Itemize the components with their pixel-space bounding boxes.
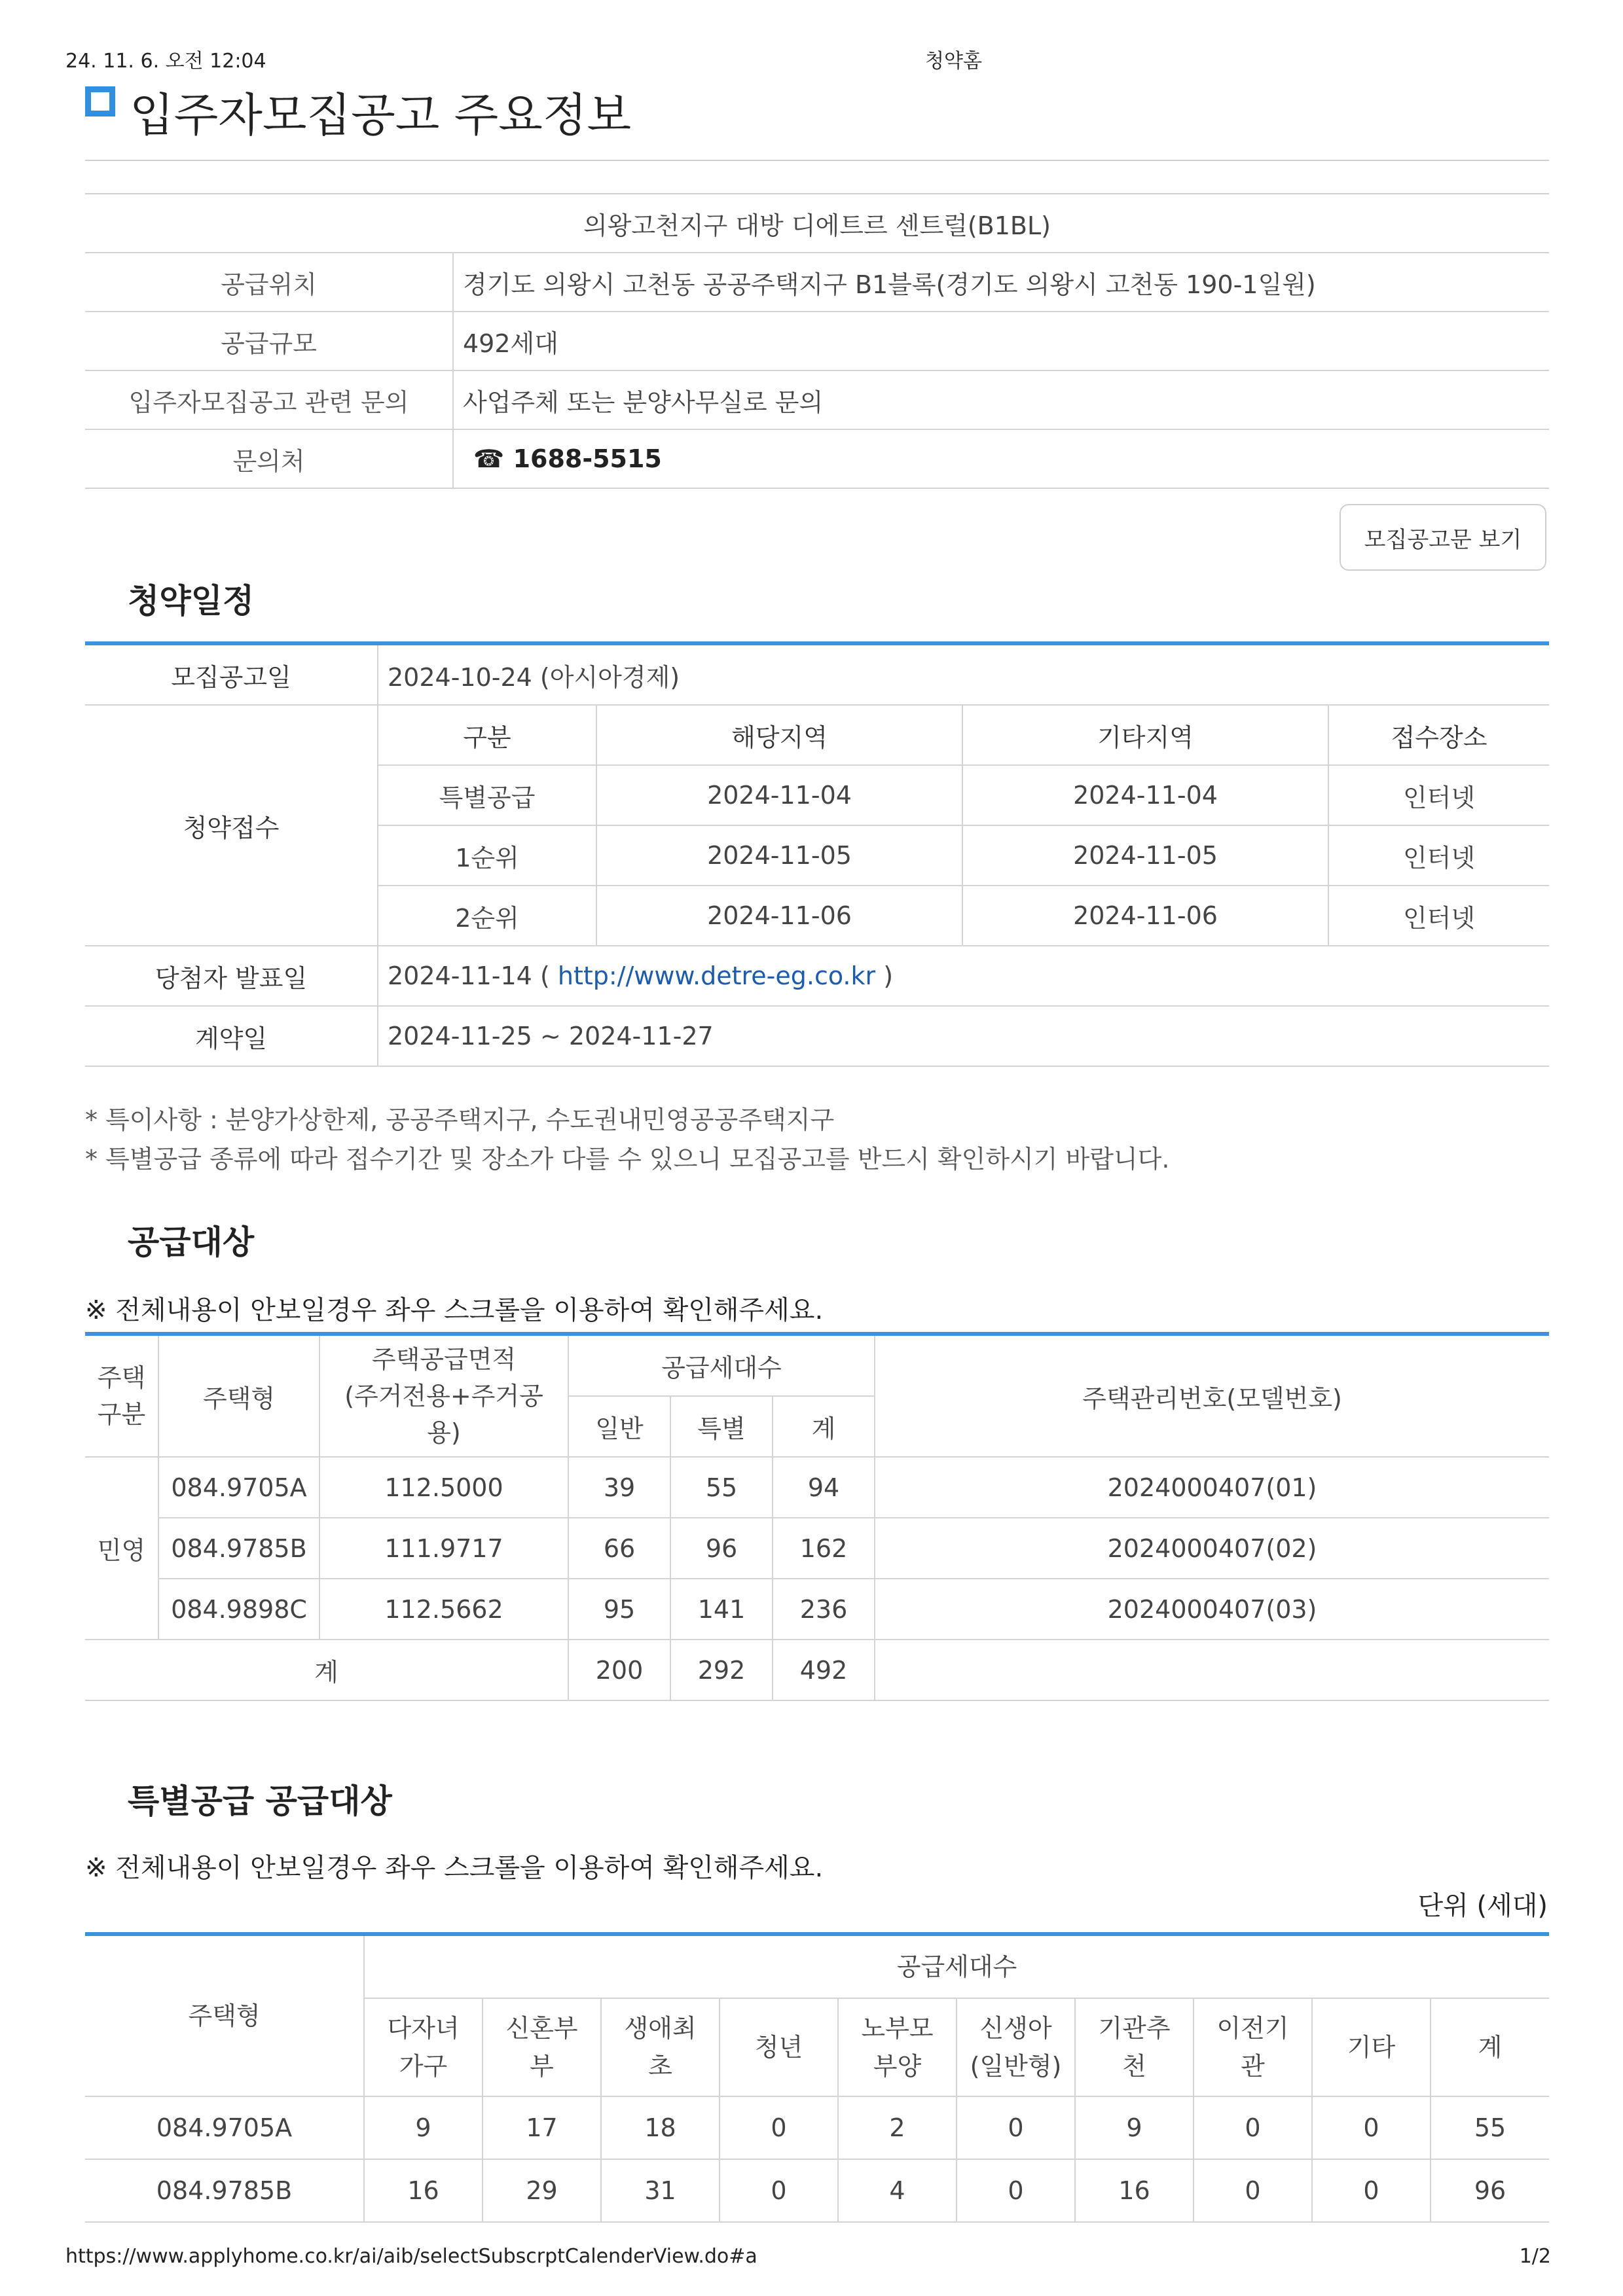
complex-name: 의왕고천지구 대방 디에트르 센트럴(B1BL): [85, 194, 1549, 253]
notice-date-row: [85, 643, 1549, 705]
schedule-section-title: 청약일정: [128, 582, 255, 620]
special-cell: 16: [364, 2159, 483, 2222]
supply-col-area-line2: (주거전용+주거공: [344, 1382, 543, 1410]
supply-col-area-line1: 주택공급면적: [371, 1345, 517, 1374]
schedule-cell: 1순위: [378, 825, 596, 886]
contract-label: 계약일: [85, 1006, 378, 1066]
special-col-institution: 기관추 천: [1075, 1998, 1194, 2096]
scale-row: [85, 312, 1549, 370]
scale-label: 공급규모: [85, 312, 453, 370]
supply-mgmt: 2024000407(03): [875, 1579, 1549, 1640]
special-col-youth: 청년: [720, 1998, 838, 2096]
contract-value: 2024-11-25 ~ 2024-11-27: [378, 1006, 1549, 1066]
complex-name-row: [85, 194, 1549, 253]
supply-col-mgmt: 주택관리번호(모델번호): [875, 1334, 1549, 1457]
special-cell: 0: [720, 2096, 838, 2159]
special-col-firsttime: 생애최 초: [601, 1998, 720, 2096]
supply-sum-empty: [875, 1640, 1549, 1700]
supply-type: 084.9785B: [158, 1518, 319, 1579]
print-page-title: 청약홈: [925, 50, 982, 73]
supply-general: 66: [568, 1518, 670, 1579]
schedule-col-place: 접수장소: [1328, 705, 1549, 765]
special-type: 084.9705A: [85, 2096, 364, 2159]
inquiry-value: 사업주체 또는 분양사무실로 문의: [453, 370, 1549, 429]
application-label: 청약접수: [85, 705, 378, 946]
special-section-title: 특별공급 공급대상: [128, 1782, 392, 1820]
unit-label: 단위 (세대): [1417, 1891, 1548, 1921]
schedule-col-type: 구분: [378, 705, 596, 765]
special-cell: 16: [1075, 2159, 1194, 2222]
supply-col-general: 일반: [568, 1396, 670, 1457]
location-row: [85, 253, 1549, 312]
supply-mgmt: 2024000407(02): [875, 1518, 1549, 1579]
special-cell: 0: [720, 2159, 838, 2222]
supply-sum-row: [85, 1640, 1549, 1700]
special-cell: 31: [601, 2159, 720, 2222]
special-type: 084.9785B: [85, 2159, 364, 2222]
supply-general: 39: [568, 1457, 670, 1518]
winner-site-link[interactable]: http://www.detre-eg.co.kr: [557, 961, 876, 990]
supply-scroll-note: ※ 전체내용이 안보일경우 좌우 스크롤을 이용하여 확인해주세요.: [85, 1295, 824, 1325]
winner-value: [378, 946, 1549, 1006]
supply-sum-special: 292: [670, 1640, 773, 1700]
winner-date: 2024-11-14: [388, 961, 532, 990]
schedule-cell: 인터넷: [1328, 765, 1549, 825]
special-header-row: [85, 1934, 1549, 1998]
schedule-cell: 2024-11-06: [962, 886, 1328, 946]
special-cell: 4: [838, 2159, 957, 2222]
special-cell: 0: [1194, 2159, 1312, 2222]
supply-total: 94: [773, 1457, 875, 1518]
special-cell: 0: [957, 2096, 1075, 2159]
special-cell: 0: [957, 2159, 1075, 2222]
supply-special: 96: [670, 1518, 773, 1579]
schedule-cell: 2024-11-06: [596, 886, 962, 946]
special-cell: 0: [1194, 2096, 1312, 2159]
print-url: https://www.applyhome.co.kr/ai/aib/selectSubscrptCalenderView.do#a: [65, 2245, 757, 2268]
supply-area: 111.9717: [319, 1518, 568, 1579]
supply-col-group-line2: 구분: [97, 1400, 146, 1429]
supply-type: 084.9898C: [158, 1579, 319, 1640]
special-col-multichild: 다자녀 가구: [364, 1998, 483, 2096]
schedule-col-other: 기타지역: [962, 705, 1328, 765]
supply-total: 236: [773, 1579, 875, 1640]
special-col-other: 기타: [1312, 1998, 1431, 2096]
supply-mgmt: 2024000407(01): [875, 1457, 1549, 1518]
supply-col-group-line1: 주택: [97, 1363, 146, 1392]
supply-table: [85, 1332, 1549, 1701]
schedule-cell: 인터넷: [1328, 886, 1549, 946]
schedule-cell: 특별공급: [378, 765, 596, 825]
schedule-cell: 2024-11-05: [962, 825, 1328, 886]
phone-icon: ☎: [473, 444, 505, 473]
special-col-relocation: 이전기 관: [1194, 1998, 1312, 2096]
special-cell: 9: [364, 2096, 483, 2159]
special-scroll-note: ※ 전체내용이 안보일경우 좌우 스크롤을 이용하여 확인해주세요.: [85, 1853, 824, 1883]
schedule-cell: 2024-11-05: [596, 825, 962, 886]
special-cell: 9: [1075, 2096, 1194, 2159]
notice-date-label: 모집공고일: [85, 643, 378, 705]
schedule-cell: 2024-11-04: [962, 765, 1328, 825]
contact-value: [453, 429, 1549, 488]
special-cell: 96: [1431, 2159, 1549, 2222]
special-cell: 18: [601, 2096, 720, 2159]
supply-special: 55: [670, 1457, 773, 1518]
supply-total: 162: [773, 1518, 875, 1579]
special-cell: 17: [483, 2096, 601, 2159]
schedule-cell: 2024-11-04: [596, 765, 962, 825]
schedule-cell: 2순위: [378, 886, 596, 946]
title-divider: [85, 160, 1549, 161]
supply-row: [85, 1457, 1549, 1518]
supply-col-special: 특별: [670, 1396, 773, 1457]
special-row: [85, 2159, 1549, 2222]
application-header-row: [85, 705, 1549, 765]
winner-paren-close: ): [883, 961, 894, 990]
special-cell: 55: [1431, 2096, 1549, 2159]
supply-section-title: 공급대상: [128, 1223, 255, 1261]
square-bullet-icon: [85, 86, 115, 117]
supply-col-group: [85, 1334, 158, 1457]
special-col-newborn: 신생아 (일반형): [957, 1998, 1075, 2096]
supply-group: 민영: [85, 1457, 158, 1640]
supply-col-total: 계: [773, 1396, 875, 1457]
supply-col-area-line3: 용): [427, 1418, 461, 1447]
supply-sum-total: 492: [773, 1640, 875, 1700]
print-date: 24. 11. 6. 오전 12:04: [65, 50, 266, 73]
contract-row: [85, 1006, 1549, 1066]
schedule-col-local: 해당지역: [596, 705, 962, 765]
view-notice-button[interactable]: 모집공고문 보기: [1340, 504, 1546, 571]
special-supply-note: * 특별공급 종류에 따라 접수기간 및 장소가 다를 수 있으니 모집공고를 반드시 확인하시기 바랍니다.: [85, 1145, 1170, 1174]
supply-col-units: 공급세대수: [568, 1334, 875, 1396]
page-title: 입주자모집공고 주요정보: [130, 88, 632, 142]
special-col-elderly: 노부모 부양: [838, 1998, 957, 2096]
special-col-units: 공급세대수: [364, 1934, 1549, 1998]
contact-number: 1688-5515: [513, 444, 662, 473]
location-value: 경기도 의왕시 고천동 공공주택지구 B1블록(경기도 의왕시 고천동 190-1일원): [453, 253, 1549, 312]
special-note: * 특이사항 : 분양가상한제, 공공주택지구, 수도권내민영공공주택지구: [85, 1105, 835, 1134]
winner-row: [85, 946, 1549, 1006]
special-cell: 2: [838, 2096, 957, 2159]
notice-date-value: 2024-10-24 (아시아경제): [378, 643, 1549, 705]
special-col-newlywed: 신혼부 부: [483, 1998, 601, 2096]
special-cell: 0: [1312, 2159, 1431, 2222]
inquiry-label: 입주자모집공고 관련 문의: [85, 370, 453, 429]
winner-paren-open: (: [539, 961, 550, 990]
supply-header-row: [85, 1334, 1549, 1396]
special-col-type: 주택형: [85, 1934, 364, 2096]
location-label: 공급위치: [85, 253, 453, 312]
supply-col-area: [319, 1334, 568, 1457]
supply-area: 112.5000: [319, 1457, 568, 1518]
complex-info-table: [85, 193, 1549, 489]
scale-value: 492세대: [453, 312, 1549, 370]
special-cell: 29: [483, 2159, 601, 2222]
schedule-table: [85, 641, 1549, 1067]
supply-sum-label: 계: [85, 1640, 568, 1700]
supply-row: [85, 1518, 1549, 1579]
winner-label: 당첨자 발표일: [85, 946, 378, 1006]
supply-type: 084.9705A: [158, 1457, 319, 1518]
supply-area: 112.5662: [319, 1579, 568, 1640]
contact-row: [85, 429, 1549, 488]
inquiry-row: [85, 370, 1549, 429]
supply-sum-general: 200: [568, 1640, 670, 1700]
print-page-number: 1/2: [1519, 2245, 1551, 2268]
schedule-cell: 인터넷: [1328, 825, 1549, 886]
special-cell: 0: [1312, 2096, 1431, 2159]
contact-label: 문의처: [85, 429, 453, 488]
special-row: [85, 2096, 1549, 2159]
special-col-total: 계: [1431, 1998, 1549, 2096]
special-supply-table: [85, 1932, 1549, 2223]
supply-general: 95: [568, 1579, 670, 1640]
supply-row: [85, 1579, 1549, 1640]
supply-special: 141: [670, 1579, 773, 1640]
supply-col-type: 주택형: [158, 1334, 319, 1457]
